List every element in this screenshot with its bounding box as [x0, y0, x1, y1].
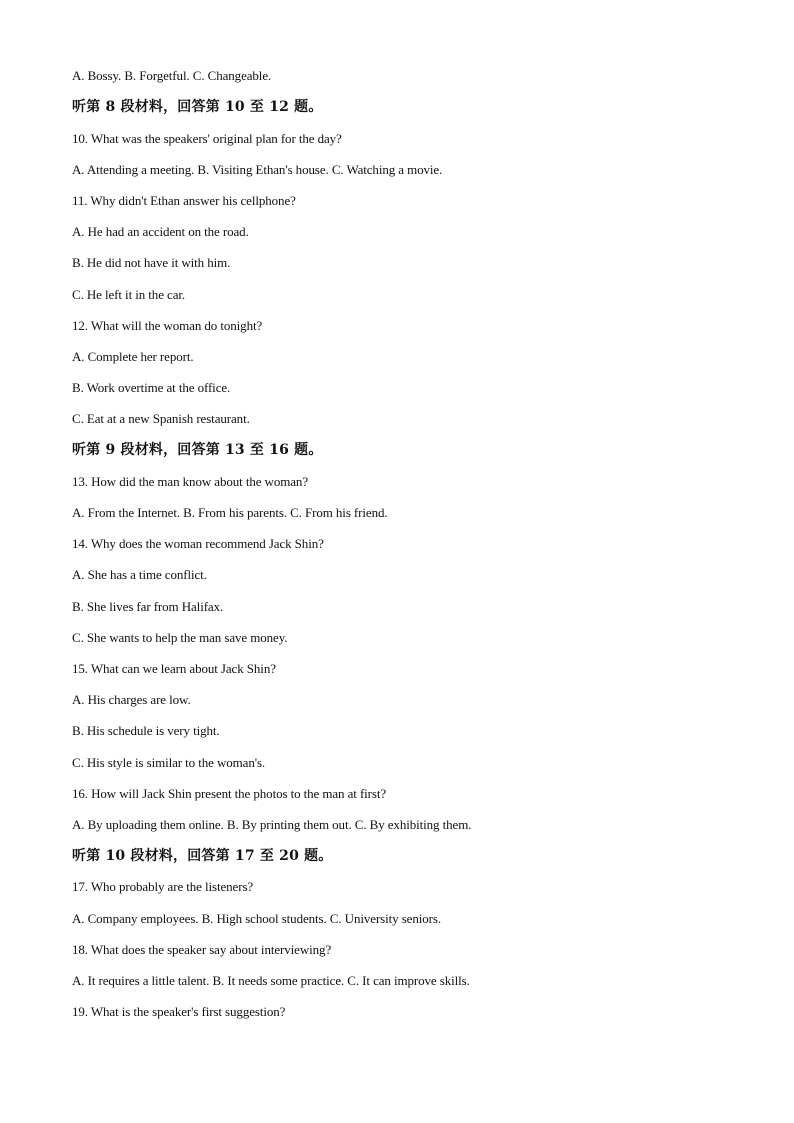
answer-15-c: C. His style is similar to the woman's.: [72, 755, 266, 770]
section-heading-passage-8: 听第 8 段材料，回答第 10 至 12 题。: [72, 99, 323, 115]
answer-12-c: C. Eat at a new Spanish restaurant.: [72, 411, 250, 426]
question-17: 17. Who probably are the listeners?: [72, 879, 254, 894]
answer-options-16: A. By uploading them online. B. By printing them out. C. By exhibiting them.: [72, 817, 472, 832]
question-19: 19. What is the speaker's first suggestion?: [72, 1004, 286, 1019]
answer-11-c: C. He left it in the car.: [72, 287, 186, 302]
question-10: 10. What was the speakers' original plan for the day?: [72, 131, 342, 146]
answer-14-c: C. She wants to help the man save money.: [72, 630, 288, 645]
answer-options-18: A. It requires a little talent. B. It needs some practice. C. It can improve skills.: [72, 973, 470, 988]
answer-12-a: A. Complete her report.: [72, 349, 194, 364]
question-13: 13. How did the man know about the woman?: [72, 474, 308, 489]
question-18: 18. What does the speaker say about interviewing?: [72, 942, 332, 957]
question-11: 11. Why didn't Ethan answer his cellphone?: [72, 193, 296, 208]
answer-options-17: A. Company employees. B. High school students. C. University seniors.: [72, 911, 441, 926]
section-heading-passage-9: 听第 9 段材料，回答第 13 至 16 题。: [72, 442, 323, 458]
answer-14-a: A. She has a time conflict.: [72, 567, 207, 582]
question-16: 16. How will Jack Shin present the photos to the man at first?: [72, 786, 387, 801]
question-15: 15. What can we learn about Jack Shin?: [72, 661, 276, 676]
answer-11-a: A. He had an accident on the road.: [72, 224, 249, 239]
question-14: 14. Why does the woman recommend Jack Shin?: [72, 536, 324, 551]
answer-11-b: B. He did not have it with him.: [72, 255, 231, 270]
question-12: 12. What will the woman do tonight?: [72, 318, 263, 333]
answer-12-b: B. Work overtime at the office.: [72, 380, 231, 395]
answer-options-13: A. From the Internet. B. From his parents. C. From his friend.: [72, 505, 388, 520]
section-heading-passage-10: 听第 10 段材料，回答第 17 至 20 题。: [72, 848, 333, 864]
answer-15-b: B. His schedule is very tight.: [72, 723, 220, 738]
answer-15-a: A. His charges are low.: [72, 692, 191, 707]
answer-options-10: A. Attending a meeting. B. Visiting Ethan's house. C. Watching a movie.: [72, 162, 443, 177]
answer-14-b: B. She lives far from Halifax.: [72, 599, 224, 614]
answer-options-9: A. Bossy. B. Forgetful. C. Changeable.: [72, 68, 272, 83]
